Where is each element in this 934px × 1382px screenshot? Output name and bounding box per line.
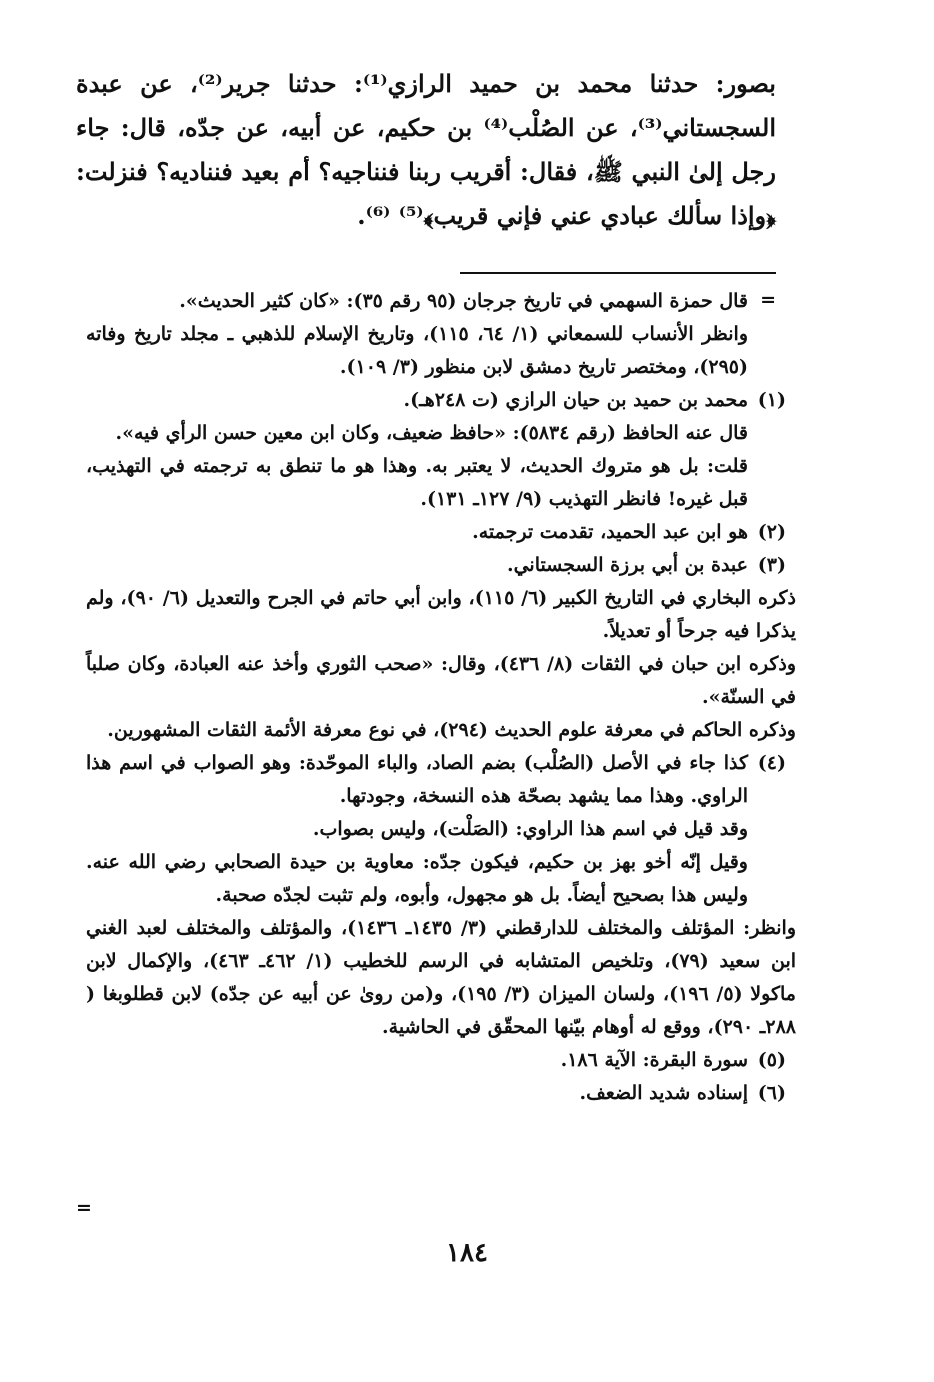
footnote-text: إسناده شديد الضعف. <box>579 1082 748 1104</box>
footnote-extra: وانظر: المؤتلف والمختلف للدارقطني (٣/ ١٤٣٥ـ ١٤٣٦)، والمؤتلف والمختلف لعبد الغني ابن سعيد (٧٩)، وتلخيص المتشابه في الرسم للخطيب (١/ ٤٦٢ـ ٤٦٣)، والإكمال لابن ماكولا (٥/ ١٩٦)، ولسان الميزان (٣/ ١٩٥)، و(من روىٰ عن أبيه عن جدّه) لابن قطلوبغا ( ٢٨٨ـ ٢٩٠)، ووقع له أوهام بيّنها المحقّق في الحاشية. <box>86 917 797 1038</box>
footnote-number: (٢) <box>757 521 786 543</box>
main-paragraph: بصور: حدثنا محمد بن حميد الرازي⁽¹⁾: حدثنا جرير⁽²⁾، عن عبدة السجستاني⁽³⁾، عن الصُلْب⁽⁴⁾ بن حكيم، عن أبيه، عن جدّه، قال: جاء رجل إلىٰ النبي ﷺ، فقال: أقريب ربنا فنناجيه؟ أم بعيد فنناديه؟ فنزلت: ﴿وإذا سألك عبادي عني فإني قريب﴾⁽⁵⁾ ⁽⁶⁾. <box>76 69 776 230</box>
footnote-extra: وذكره الحاكم في معرفة علوم الحديث (٢٩٤)، في نوع معرفة الأئمة الثقات المشهورين. <box>107 719 796 741</box>
main-text <box>76 62 776 238</box>
footnote-extra: ذكره البخاري في التاريخ الكبير (٦/ ١١٥)، وابن أبي حاتم في الجرح والتعديل (٦/ ٩٠)، ولم يذكرا فيه جرحاً أو تعديلاً. <box>86 587 796 642</box>
footnote-text: محمد بن حميد بن حيان الرازي (ت ٢٤٨هـ). <box>403 389 748 411</box>
footnote-extra: وقد قيل في اسم هذا الراوي: (الصَلْت)، وليس بصواب. <box>312 818 748 840</box>
footnote-continuation-line: وانظر الأنساب للسمعاني (١/ ٦٤، ١١٥)، وتاريخ الإسلام للذهبي ـ مجلد تاريخ وفاته (٢٩٥)، ومختصر تاريخ دمشق لابن منظور (٣/ ١٠٩). <box>86 323 748 378</box>
footnote-separator <box>460 272 776 274</box>
page-number: ١٨٤ <box>446 1238 488 1268</box>
footnote-text: كذا جاء في الأصل (الصُلْب) بضم الصاد، والباء الموحّدة: وهو الصواب في اسم هذا الراوي. وهذا مما يشهد بصحّة هذه النسخة، وجودتها. <box>86 752 748 807</box>
footnote-1 <box>86 384 786 417</box>
footnote-number: (٦) <box>757 1082 786 1104</box>
footnote-text: عبدة بن أبي برزة السجستاني. <box>506 554 748 576</box>
footnote-number: (٥) <box>757 1049 786 1071</box>
footnote-extra: قال عنه الحافظ (رقم ٥٨٣٤): «حافظ ضعيف، وكان ابن معين حسن الرأي فيه». <box>115 422 748 444</box>
footnote-text: سورة البقرة: الآية ١٨٦. <box>560 1049 748 1071</box>
footnote-number: (١) <box>757 389 786 411</box>
continuation-marker-end: = <box>76 1197 92 1219</box>
footnote-number: (٤) <box>757 752 786 774</box>
footnote-6 <box>86 1077 786 1110</box>
footnote-continuation-line: قال حمزة السهمي في تاريخ جرجان (٩٥ رقم ٣٥): «كان كثير الحديث». <box>179 290 748 312</box>
footnote-extra: وذكره ابن حبان في الثقات (٨/ ٤٣٦)، وقال: «صحب الثوري وأخذ عنه العبادة، وكان صلباً في السنّة». <box>86 653 797 708</box>
footnote-number: (٣) <box>757 554 786 576</box>
footnote-extra: قلت: بل هو متروك الحديث، لا يعتبر به. وهذا هو ما تنطق به ترجمته في التهذيب، قبل غيره! فانظر التهذيب (٩/ ١٢٧ـ ١٣١). <box>86 455 748 510</box>
footnote-text: هو ابن عبد الحميد، تقدمت ترجمته. <box>472 521 748 543</box>
footnotes <box>86 285 797 1110</box>
footnote-extra: وقيل إنّه أخو بهز بن حكيم، فيكون جدّه: معاوية بن حيدة الصحابي رضي الله عنه. وليس هذا بصحيح أيضاً. بل هو مجهول، وأبوه، ولم تثبت لجدّه صحبة. <box>86 851 748 906</box>
footnote-5 <box>86 1044 786 1077</box>
continuation-marker: = <box>760 289 776 311</box>
footnote-2 <box>86 516 786 549</box>
footnote-4 <box>86 747 786 813</box>
footnote-3 <box>86 549 786 582</box>
